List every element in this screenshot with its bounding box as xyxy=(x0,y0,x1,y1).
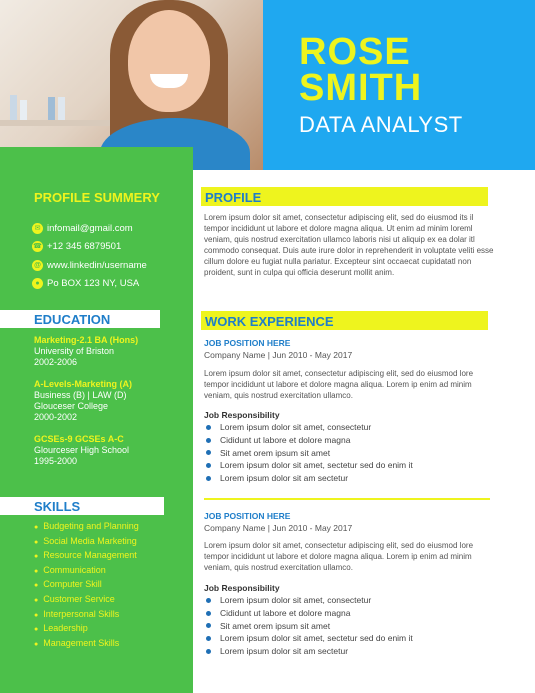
profile-text: Lorem ipsum dolor sit amet, consectetur adipiscing elit, sed do eiusmod its il tempor incididunt ut labore et dolore magna aliqua. Ut enim ad minim loreml veniam, quis nostrud exercitation ullamco laboris nisi ut aliquip ex ea dolar itl commodo consequat. Duis aute irure dolor in reprehenderit in voluptate veliti esse cillum dolore eu fugiat nulla pariatur. Excepteur sint occaecat cupidatatl non proident, sunt in culpa qui officia deserunt mollit anim. xyxy=(204,213,494,277)
responsibility-item xyxy=(204,472,413,485)
contact-address[interactable] xyxy=(32,275,147,294)
skills-list xyxy=(34,519,139,650)
book xyxy=(10,95,17,120)
education-line: Glouceser College xyxy=(34,401,109,411)
profile-summary-title: PROFILE SUMMERY xyxy=(34,190,160,205)
responsibility-item xyxy=(204,645,413,658)
phone-icon: ☎ xyxy=(33,243,42,251)
location-icon: ● xyxy=(32,278,43,289)
book xyxy=(58,97,65,120)
job-title: JOB POSITION HERE xyxy=(204,338,291,348)
skill-item xyxy=(34,636,139,651)
skill-label: Computer Skill xyxy=(43,579,102,590)
work-experience-heading xyxy=(201,311,488,330)
skill-item xyxy=(34,607,139,622)
first-name: ROSE xyxy=(299,31,411,73)
name-banner xyxy=(263,0,535,170)
responsibility-text: Cididunt ut labore et dolore magna xyxy=(220,607,351,618)
skill-label: Leadership xyxy=(43,623,88,634)
skill-item xyxy=(34,577,139,592)
book xyxy=(48,97,55,120)
skill-label: Customer Service xyxy=(43,593,115,604)
responsibility-title: Job Responsibility xyxy=(204,583,280,593)
mail-icon: ✉ xyxy=(32,223,43,234)
bullet-icon xyxy=(206,649,211,654)
book xyxy=(20,100,27,120)
bullet-icon: ● xyxy=(34,582,39,590)
job-description: Lorem ipsum dolor sit amet, consectetur adipiscing elit, sed do eiusmod lore tempor incididunt ut labore et dolore magna aliqua. Lorem ip enim ad minim veniam, quis nostrud exercitation ullamco. xyxy=(204,369,474,400)
contact-phone[interactable] xyxy=(32,238,147,257)
education-item xyxy=(34,379,132,423)
profile-title: PROFILE xyxy=(205,190,262,205)
bullet-icon xyxy=(206,598,211,603)
contact-list xyxy=(32,219,147,293)
contact-text: infomail@gmail.com xyxy=(47,222,133,234)
education-degree: GCSEs-9 GCSEs A-C xyxy=(34,434,124,444)
education-degree: A-Levels-Marketing (A) xyxy=(34,379,133,389)
skill-item xyxy=(34,621,139,636)
education-item xyxy=(34,335,138,368)
responsibility-text: Lorem ipsum dolor sit amet, sectetur sed do enim it xyxy=(220,460,413,471)
responsibility-text: Lorem ipsum dolor sit am sectetur xyxy=(220,646,349,657)
responsibility-item xyxy=(204,632,413,645)
responsibility-text: Lorem ipsum dolor sit amet, consectetur xyxy=(220,595,372,605)
responsibility-text: Lorem ipsum dolor sit amet, consectetur xyxy=(220,422,372,432)
responsibility-item xyxy=(204,447,413,460)
job-meta: Company Name | Jun 2010 - May 2017 xyxy=(204,350,353,360)
bullet-icon: ● xyxy=(34,596,39,604)
job-role: DATA ANALYST xyxy=(299,112,463,137)
education-line: University of Briston xyxy=(34,346,115,356)
bullet-icon xyxy=(206,636,211,641)
contact-linkedin[interactable] xyxy=(32,256,147,275)
responsibility-text: Lorem ipsum dolor sit am sectetur xyxy=(220,473,349,484)
bullet-icon xyxy=(206,611,211,616)
bullet-icon: ● xyxy=(34,524,39,531)
education-line: 2000-2002 xyxy=(34,412,78,422)
contact-email[interactable] xyxy=(32,219,147,238)
section-divider xyxy=(204,498,490,500)
education-item xyxy=(34,434,129,467)
responsibility-text: Sit amet orem ipsum sit amet xyxy=(220,447,331,458)
responsibility-text: Cididunt ut labore et dolore magna xyxy=(220,434,351,445)
full-name xyxy=(299,31,423,109)
contact-text: +12 345 6879501 xyxy=(47,241,122,253)
bullet-icon xyxy=(206,438,211,443)
bullet-icon: ● xyxy=(34,611,39,619)
education-line: Business (B) | LAW (D) xyxy=(34,390,127,400)
responsibility-title: Job Responsibility xyxy=(204,410,280,420)
face xyxy=(128,10,210,112)
bullet-icon: ● xyxy=(34,538,39,546)
responsibility-item xyxy=(204,459,413,472)
skills-label-box xyxy=(0,497,164,515)
responsibility-item xyxy=(204,620,413,633)
skill-label: Resource Management xyxy=(43,550,137,561)
education-line: 2002-2006 xyxy=(34,357,78,367)
skill-item xyxy=(34,592,139,607)
responsibility-text: Sit amet orem ipsum sit amet xyxy=(220,620,331,631)
bullet-icon xyxy=(206,425,211,430)
responsibility-list xyxy=(204,421,413,485)
education-title: EDUCATION xyxy=(34,312,111,327)
last-name: SMITH xyxy=(299,67,423,109)
skill-label: Budgeting and Planning xyxy=(43,521,139,531)
contact-text: www.linkedin/username xyxy=(47,259,147,271)
sidebar xyxy=(0,147,193,693)
responsibility-list xyxy=(204,594,413,658)
bullet-icon xyxy=(206,450,211,455)
job-meta: Company Name | Jun 2010 - May 2017 xyxy=(204,523,353,533)
bullet-icon xyxy=(206,623,211,628)
education-line: 1995-2000 xyxy=(34,456,78,466)
bullet-icon xyxy=(206,463,211,468)
education-degree: Marketing-2.1 BA (Hons) xyxy=(34,335,139,345)
bullet-icon: ● xyxy=(34,626,39,634)
skill-label: Interpersonal Skills xyxy=(43,608,120,619)
education-label-box xyxy=(0,310,160,328)
bullet-icon: ● xyxy=(34,567,39,575)
skill-item xyxy=(34,563,139,578)
responsibility-item xyxy=(204,594,413,607)
bullet-icon xyxy=(206,476,211,481)
responsibility-item xyxy=(204,434,413,447)
skill-label: Social Media Marketing xyxy=(43,535,137,546)
responsibility-item xyxy=(204,607,413,620)
linkedin-icon: @ xyxy=(32,260,43,271)
bullet-icon: ● xyxy=(34,553,39,561)
job-title: JOB POSITION HERE xyxy=(204,511,291,521)
profile-photo xyxy=(0,0,263,170)
responsibility-item xyxy=(204,421,413,434)
work-experience-title: WORK EXPERIENCE xyxy=(205,314,334,329)
skill-label: Management Skills xyxy=(43,637,120,648)
job-description: Lorem ipsum dolor sit amet, consectetur adipiscing elit, sed do eiusmod lore tempor incididunt ut labore et dolore magna aliqua. Lorem ip enim ad minim veniam, quis nostrud exercitation ullamco. xyxy=(204,541,474,572)
responsibility-text: Lorem ipsum dolor sit amet, sectetur sed do enim it xyxy=(220,633,413,644)
contact-text: Po BOX 123 NY, USA xyxy=(47,278,140,290)
skill-item xyxy=(34,534,139,549)
skill-item xyxy=(34,519,139,534)
shelf xyxy=(0,120,110,126)
profile-heading xyxy=(201,187,488,206)
skill-label: Communication xyxy=(43,564,106,575)
education-line: Glourceser High School xyxy=(34,445,130,455)
bullet-icon: ● xyxy=(34,640,39,648)
skills-title: SKILLS xyxy=(34,499,81,514)
skill-item xyxy=(34,548,139,563)
